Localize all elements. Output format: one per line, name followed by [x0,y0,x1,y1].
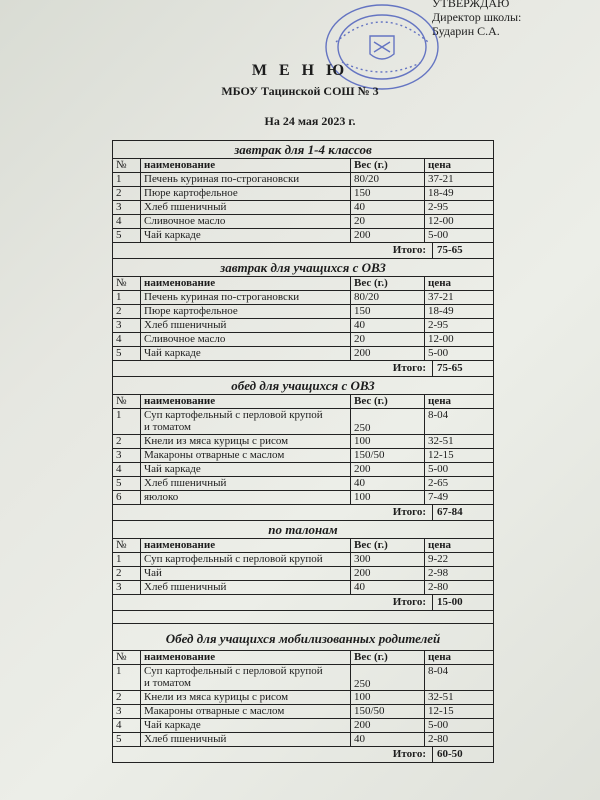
table-row [113,435,493,449]
table-row [113,665,493,691]
item-name-cell [141,319,351,332]
section-title: обед для учащихся с ОВЗ [113,377,493,395]
item-name: Чай каркаде [144,463,201,475]
table-header-row [113,277,493,291]
item-name: Суп картофельный с перловой крупой [144,553,323,565]
total-value: 15-00 [432,595,493,610]
column-header-name: наименование [141,539,351,552]
total-row [113,747,493,762]
item-weight: 100 [351,435,425,448]
item-weight: 150/50 [351,449,425,462]
item-number: 2 [113,691,141,704]
item-price: 37-21 [428,173,454,185]
item-weight: 20 [351,333,425,346]
item-weight: 100 [351,691,425,704]
item-number: 4 [113,463,141,476]
item-name-cell [141,491,351,504]
item-weight: 40 [351,581,425,594]
column-header-price: цена [428,277,452,289]
item-name-cell [141,553,351,566]
item-weight: 300 [351,553,425,566]
table-row [113,691,493,705]
item-name-cell [141,215,351,228]
item-number: 1 [113,553,141,566]
column-header-weight: Вес (г.) [351,395,425,408]
item-name: Хлеб пшеничный [144,201,227,213]
item-name: Хлеб пшеничный [144,477,227,489]
table-row [113,705,493,719]
item-weight: 40 [351,477,425,490]
item-number: 2 [113,305,141,318]
item-weight: 250 [351,409,425,434]
item-name: Пюре картофельное [144,305,238,317]
item-name: Печень куриная по-строгановски [144,291,300,303]
item-weight: 200 [351,719,425,732]
item-number: 3 [113,581,141,594]
total-value: 60-50 [432,747,493,762]
column-header-weight: Вес (г.) [351,159,425,172]
item-weight: 200 [351,347,425,360]
item-price: 5-00 [428,347,449,359]
item-name: Суп картофельный с перловой крупой [144,409,323,421]
item-weight: 40 [351,733,425,746]
column-header-name: наименование [141,277,351,290]
total-value: 75-65 [432,243,493,258]
item-price: 9-22 [428,553,449,565]
item-name-cell [141,229,351,242]
item-number: 5 [113,229,141,242]
total-row [113,361,493,377]
item-number: 6 [113,491,141,504]
menu-title: М Е Н Ю [251,62,349,79]
item-price: 8-04 [428,409,449,421]
item-name-cell [141,581,351,594]
item-number: 1 [113,291,141,304]
table-row [113,477,493,491]
item-name-cell [141,733,351,746]
table-row [113,291,493,305]
column-header-price: цена [428,159,452,171]
item-number: 3 [113,319,141,332]
total-row [113,243,493,259]
item-name: Пюре картофельное [144,187,238,199]
column-header-num: № [113,651,141,664]
column-header-weight: Вес (г.) [351,277,425,290]
table-header-row [113,539,493,553]
column-header-num: № [113,395,141,408]
item-name: Чай каркаде [144,229,201,241]
total-row [113,595,493,611]
item-price: 2-80 [428,581,449,593]
section-title: завтрак для учащихся с ОВЗ [113,259,493,277]
column-header-num: № [113,159,141,172]
item-price: 8-04 [428,665,449,677]
item-name-cell [141,719,351,732]
item-name-cell [141,305,351,318]
item-name-continued: и томатом [144,677,191,689]
table-row [113,719,493,733]
table-row [113,201,493,215]
item-name: Кнели из мяса курицы с рисом [144,691,289,703]
table-row [113,333,493,347]
table-header-row [113,395,493,409]
total-row [113,505,493,521]
item-number: 5 [113,733,141,746]
table-row [113,229,493,243]
item-price: 5-00 [428,463,449,475]
column-header-price: цена [428,395,452,407]
item-name-cell [141,463,351,476]
item-price: 2-80 [428,733,449,745]
item-number: 1 [113,173,141,186]
total-value: 75-65 [432,361,493,376]
item-number: 2 [113,567,141,580]
table-row [113,173,493,187]
item-number: 4 [113,215,141,228]
menu-date: На 24 мая 2023 г. [264,114,356,128]
item-price: 12-00 [428,215,454,227]
item-price: 2-65 [428,477,449,489]
section-title: Обед для учащихся мобилизованных родителей [113,624,493,651]
total-label: Итого: [392,244,426,256]
item-price: 37-21 [428,291,454,303]
item-name: Чай каркаде [144,719,201,731]
item-price: 2-95 [428,319,449,331]
column-header-num: № [113,539,141,552]
section-title: по талонам [113,521,493,539]
item-name-continued: и томатом [144,421,191,433]
table-row [113,305,493,319]
column-header-name: наименование [141,651,351,664]
approval-block [432,0,552,38]
approve-name: Бударин С.А. [432,24,500,38]
item-name-cell [141,435,351,448]
column-header-num: № [113,277,141,290]
table-row [113,449,493,463]
total-value: 67-84 [432,505,493,520]
table-row [113,733,493,747]
item-price: 12-15 [428,705,454,717]
item-price: 32-51 [428,691,454,703]
item-name: Чай [144,567,162,579]
item-number: 5 [113,347,141,360]
item-weight: 40 [351,319,425,332]
table-header-row [113,651,493,665]
column-header-name: наименование [141,395,351,408]
item-name: Печень куриная по-строгановски [144,173,300,185]
table-row [113,491,493,505]
table-row [113,463,493,477]
item-name-cell [141,291,351,304]
table-row [113,187,493,201]
item-weight: 80/20 [351,173,425,186]
item-price: 12-15 [428,449,454,461]
item-number: 3 [113,449,141,462]
table-row [113,319,493,333]
item-name-cell [141,409,351,434]
item-name: Сливочное масло [144,215,226,227]
item-name-cell [141,567,351,580]
item-weight: 20 [351,215,425,228]
item-name-cell [141,665,351,690]
table-row [113,215,493,229]
item-name: Суп картофельный с перловой крупой [144,665,323,677]
item-name-cell [141,333,351,346]
item-name: Макароны отварные с маслом [144,449,285,461]
item-name: Хлеб пшеничный [144,581,227,593]
item-name-cell [141,705,351,718]
item-weight: 40 [351,201,425,214]
item-number: 4 [113,333,141,346]
item-name: Сливочное масло [144,333,226,345]
menu-table [112,140,494,763]
table-row [113,553,493,567]
item-name-cell [141,173,351,186]
column-header-price: цена [428,651,452,663]
total-label: Итого: [392,596,426,608]
item-name-cell [141,347,351,360]
item-name-cell [141,477,351,490]
column-header-weight: Вес (г.) [351,539,425,552]
item-name-cell [141,449,351,462]
item-weight: 150 [351,305,425,318]
item-name: Хлеб пшеничный [144,319,227,331]
item-number: 1 [113,409,141,434]
item-price: 2-95 [428,201,449,213]
item-number: 2 [113,435,141,448]
item-name: яюлоко [144,491,179,503]
total-label: Итого: [392,748,426,760]
table-header-row [113,159,493,173]
column-header-name: наименование [141,159,351,172]
approve-position: Директор школы: [432,10,522,24]
table-row [113,567,493,581]
item-name: Хлеб пшеничный [144,733,227,745]
table-row [113,581,493,595]
table-row [113,409,493,435]
item-weight: 150/50 [351,705,425,718]
item-price: 18-49 [428,187,454,199]
item-number: 2 [113,187,141,200]
item-price: 5-00 [428,229,449,241]
item-price: 7-49 [428,491,449,503]
item-weight: 150 [351,187,425,200]
column-header-price: цена [428,539,452,551]
item-weight: 200 [351,229,425,242]
total-label: Итого: [392,362,426,374]
item-number: 3 [113,705,141,718]
item-name-cell [141,187,351,200]
item-number: 3 [113,201,141,214]
item-price: 12-00 [428,333,454,345]
item-price: 32-51 [428,435,454,447]
item-weight: 80/20 [351,291,425,304]
item-weight: 200 [351,463,425,476]
item-number: 1 [113,665,141,690]
item-name: Макароны отварные с маслом [144,705,285,717]
item-number: 5 [113,477,141,490]
item-name: Кнели из мяса курицы с рисом [144,435,289,447]
item-weight: 250 [351,665,425,690]
item-number: 4 [113,719,141,732]
total-label: Итого: [392,506,426,518]
approve-heading: УТВЕРЖДАЮ [432,0,510,10]
table-row [113,347,493,361]
column-header-weight: Вес (г.) [351,651,425,664]
item-weight: 200 [351,567,425,580]
school-name: МБОУ Тацинской СОШ № 3 [221,84,379,98]
item-name-cell [141,691,351,704]
section-spacer [113,611,493,624]
item-weight: 100 [351,491,425,504]
section-title: завтрак для 1-4 классов [113,141,493,159]
item-price: 18-49 [428,305,454,317]
item-price: 2-98 [428,567,449,579]
item-name: Чай каркаде [144,347,201,359]
item-price: 5-00 [428,719,449,731]
item-name-cell [141,201,351,214]
